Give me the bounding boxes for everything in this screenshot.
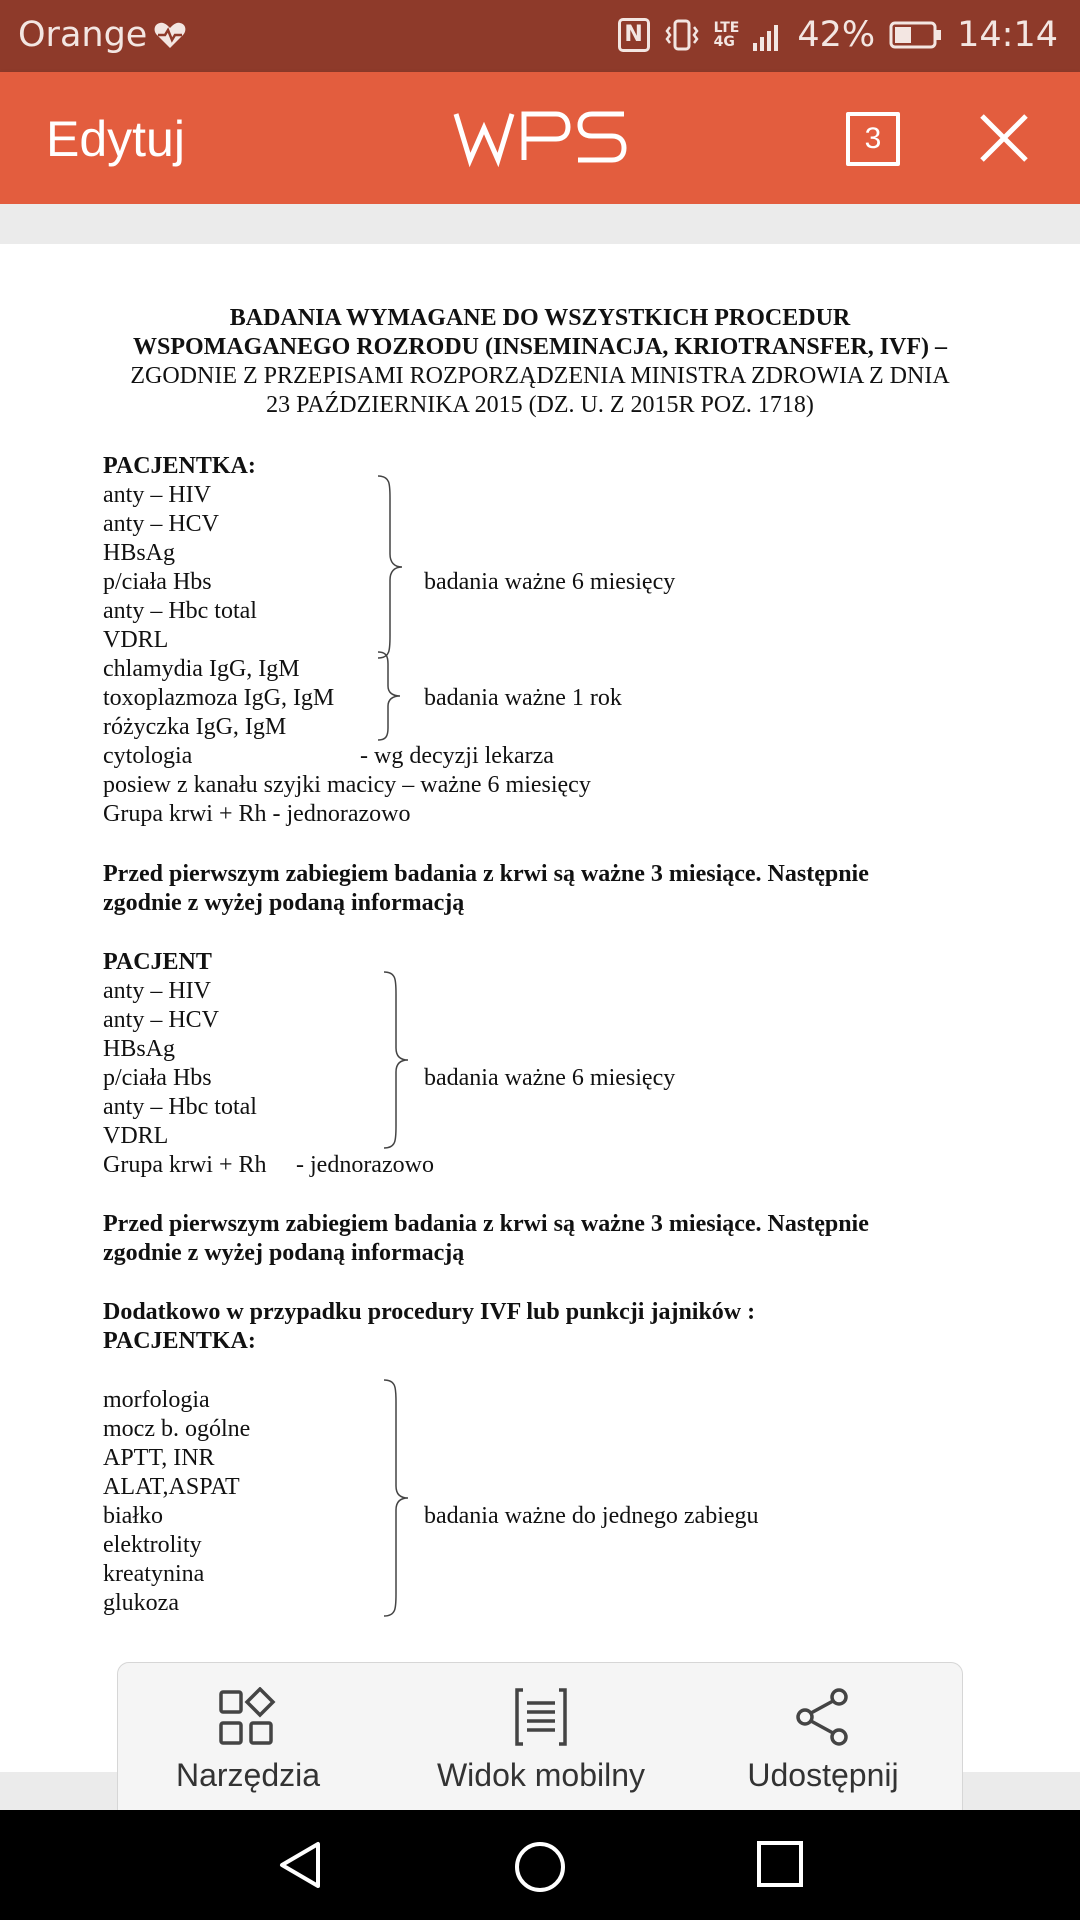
list-item: morfologia [103, 1387, 210, 1413]
lte-label: LTE [713, 20, 740, 36]
list-item: białko [103, 1503, 163, 1529]
title-line-2: WSPOMAGANEGO ROZRODU (INSEMINACJA, KRIOTRANSFER, IVF) – [132, 334, 948, 360]
validity-note-6-months: badania ważne 6 miesięcy [424, 1065, 676, 1091]
cytology-note: - wg decyzji lekarza [360, 743, 554, 769]
list-item: HBsAg [103, 540, 176, 566]
share-icon [793, 1687, 853, 1747]
curly-brace-icon [382, 970, 412, 1150]
list-item: toxoplazmoza IgG, IgM [103, 685, 335, 711]
list-item: chlamydia IgG, IgM [103, 656, 300, 682]
validity-note-6-months: badania ważne 6 miesięcy [424, 569, 676, 595]
recent-apps-icon[interactable] [756, 1840, 804, 1888]
notice-line-2: zgodnie z wyżej podaną informacją [103, 1240, 465, 1266]
section-heading-patient-female: PACJENTKA: [103, 453, 256, 479]
list-item: anty – Hbc total [103, 1094, 257, 1120]
list-item: mocz b. ogólne [103, 1416, 251, 1442]
title-line-3: ZGODNIE Z PRZEPISAMI ROZPORZĄDZENIA MINISTRA ZDROWIA Z DNIA [130, 363, 950, 389]
document-page[interactable] [0, 244, 1080, 1774]
list-item: anty – HCV [103, 1007, 219, 1033]
validity-note-single-procedure: badania ważne do jednego zabiegu [424, 1503, 759, 1529]
page-count-value: 3 [864, 122, 882, 155]
mobile-view-label: Widok mobilny [436, 1757, 646, 1793]
section-heading-patient-male: PACJENT [103, 949, 212, 975]
list-item: HBsAg [103, 1036, 176, 1062]
battery-percent: 42% [797, 15, 876, 55]
list-item: VDRL [103, 1123, 169, 1149]
lte-indicator [714, 21, 740, 49]
blood-group-note: - jednorazowo [296, 1152, 434, 1178]
status-icons [618, 15, 1058, 55]
tools-label: Narzędzia [175, 1757, 321, 1793]
notice-line-1: Przed pierwszym zabiegiem badania z krwi są ważne 3 miesiące. Następnie [103, 1211, 869, 1237]
share-label: Udostępnij [747, 1757, 899, 1793]
curly-brace-icon [376, 650, 406, 742]
title-line-1: BADANIA WYMAGANE DO WSZYSTKICH PROCEDUR [229, 305, 851, 331]
network-gen-label: 4G [713, 34, 735, 50]
home-icon[interactable] [513, 1840, 567, 1894]
clock: 14:14 [957, 15, 1058, 55]
list-item: kreatynina [103, 1561, 205, 1587]
system-nav-bar [0, 1810, 1080, 1920]
list-item: glukoza [103, 1590, 179, 1616]
tools-grid-icon [218, 1687, 278, 1747]
mobile-view-button[interactable] [411, 1687, 671, 1794]
notice-line-1: Przed pierwszym zabiegiem badania z krwi są ważne 3 miesiące. Następnie [103, 861, 869, 887]
validity-note-1-year: badania ważne 1 rok [424, 685, 622, 711]
bottom-toolbar [117, 1662, 963, 1812]
list-item: anty – Hbc total [103, 598, 257, 624]
share-button[interactable] [693, 1687, 953, 1794]
list-item: Grupa krwi + Rh - jednorazowo [103, 801, 411, 827]
list-item: APTT, INR [103, 1445, 215, 1471]
nfc-icon: N [618, 18, 650, 52]
heart-pulse-icon [153, 20, 187, 50]
status-bar [0, 0, 1080, 72]
close-icon[interactable] [978, 112, 1030, 164]
list-item: anty – HCV [103, 511, 219, 537]
list-item: ALAT,ASPAT [103, 1474, 240, 1500]
list-item: anty – HIV [103, 482, 211, 508]
signal-icon [753, 19, 783, 51]
list-item: elektrolity [103, 1532, 202, 1558]
list-item: cytologia [103, 743, 193, 769]
list-item: VDRL [103, 627, 169, 653]
title-line-4: 23 PAŹDZIERNIKA 2015 (DZ. U. Z 2015R POZ. 1718) [266, 392, 814, 418]
list-item: anty – HIV [103, 978, 211, 1004]
notice-line-2: zgodnie z wyżej podaną informacją [103, 890, 465, 916]
list-item: posiew z kanału szyjki macicy – ważne 6 miesięcy [103, 772, 591, 798]
carrier-name: Orange [18, 15, 148, 55]
page-count-button[interactable] [846, 112, 900, 166]
list-item: różyczka IgG, IgM [103, 714, 287, 740]
carrier-group [18, 15, 187, 55]
wps-logo-icon [452, 106, 628, 168]
vibrate-icon [664, 17, 700, 53]
document-title [0, 304, 1080, 420]
app-bar [0, 72, 1080, 204]
back-icon[interactable] [276, 1840, 326, 1890]
edit-button[interactable]: Edytuj [46, 111, 185, 167]
tools-button[interactable] [118, 1687, 378, 1794]
battery-icon [889, 20, 943, 50]
list-item: Grupa krwi + Rh [103, 1152, 267, 1178]
list-item: p/ciała Hbs [103, 569, 212, 595]
curly-brace-icon [376, 474, 406, 660]
extra-requirements-line: Dodatkowo w przypadku procedury IVF lub punkcji jajników : [103, 1299, 756, 1325]
list-item: p/ciała Hbs [103, 1065, 212, 1091]
curly-brace-icon [382, 1378, 412, 1618]
document-top-gap [0, 204, 1080, 244]
section-heading-patient-female-ivf: PACJENTKA: [103, 1328, 256, 1354]
mobile-view-icon [511, 1687, 571, 1747]
